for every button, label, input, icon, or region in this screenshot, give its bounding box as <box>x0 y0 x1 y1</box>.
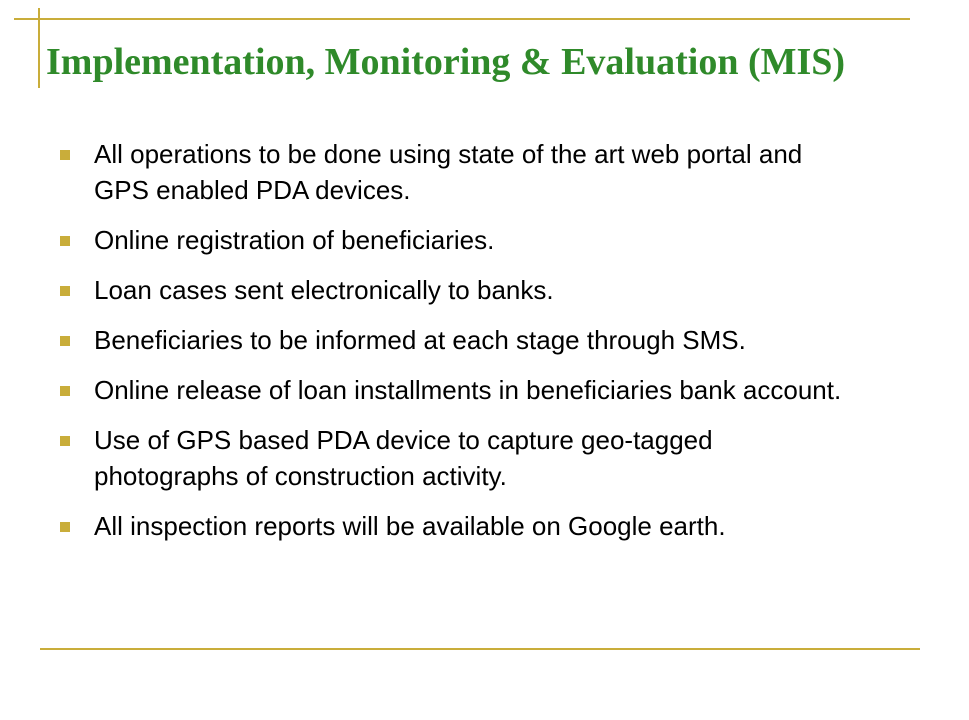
square-bullet-icon <box>60 236 70 246</box>
top-rule-divider <box>14 18 910 20</box>
bullet-item <box>60 222 860 258</box>
bullet-text: Use of GPS based PDA device to capture geo-tagged photographs of construction activity. <box>94 425 713 491</box>
bullet-item <box>60 372 860 408</box>
bullet-text: Beneficiaries to be informed at each stage through SMS. <box>94 325 746 355</box>
bullet-text: All operations to be done using state of the art web portal and GPS enabled PDA devices. <box>94 139 803 205</box>
square-bullet-icon <box>60 436 70 446</box>
square-bullet-icon <box>60 150 70 160</box>
bullet-item <box>60 508 860 544</box>
left-rule-divider <box>38 8 40 88</box>
bullet-item <box>60 136 860 208</box>
bullet-list <box>60 136 860 558</box>
bullet-item <box>60 322 860 358</box>
square-bullet-icon <box>60 336 70 346</box>
bullet-item <box>60 272 860 308</box>
bottom-rule-divider <box>40 648 920 650</box>
square-bullet-icon <box>60 286 70 296</box>
bullet-text: Loan cases sent electronically to banks. <box>94 275 554 305</box>
bullet-text: All inspection reports will be available on Google earth. <box>94 511 726 541</box>
bullet-text: Online release of loan installments in beneficiaries bank account. <box>94 375 842 405</box>
bullet-text: Online registration of beneficiaries. <box>94 225 495 255</box>
square-bullet-icon <box>60 386 70 396</box>
bullet-item <box>60 422 860 494</box>
square-bullet-icon <box>60 522 70 532</box>
slide-title: Implementation, Monitoring & Evaluation (MIS) <box>46 41 846 83</box>
